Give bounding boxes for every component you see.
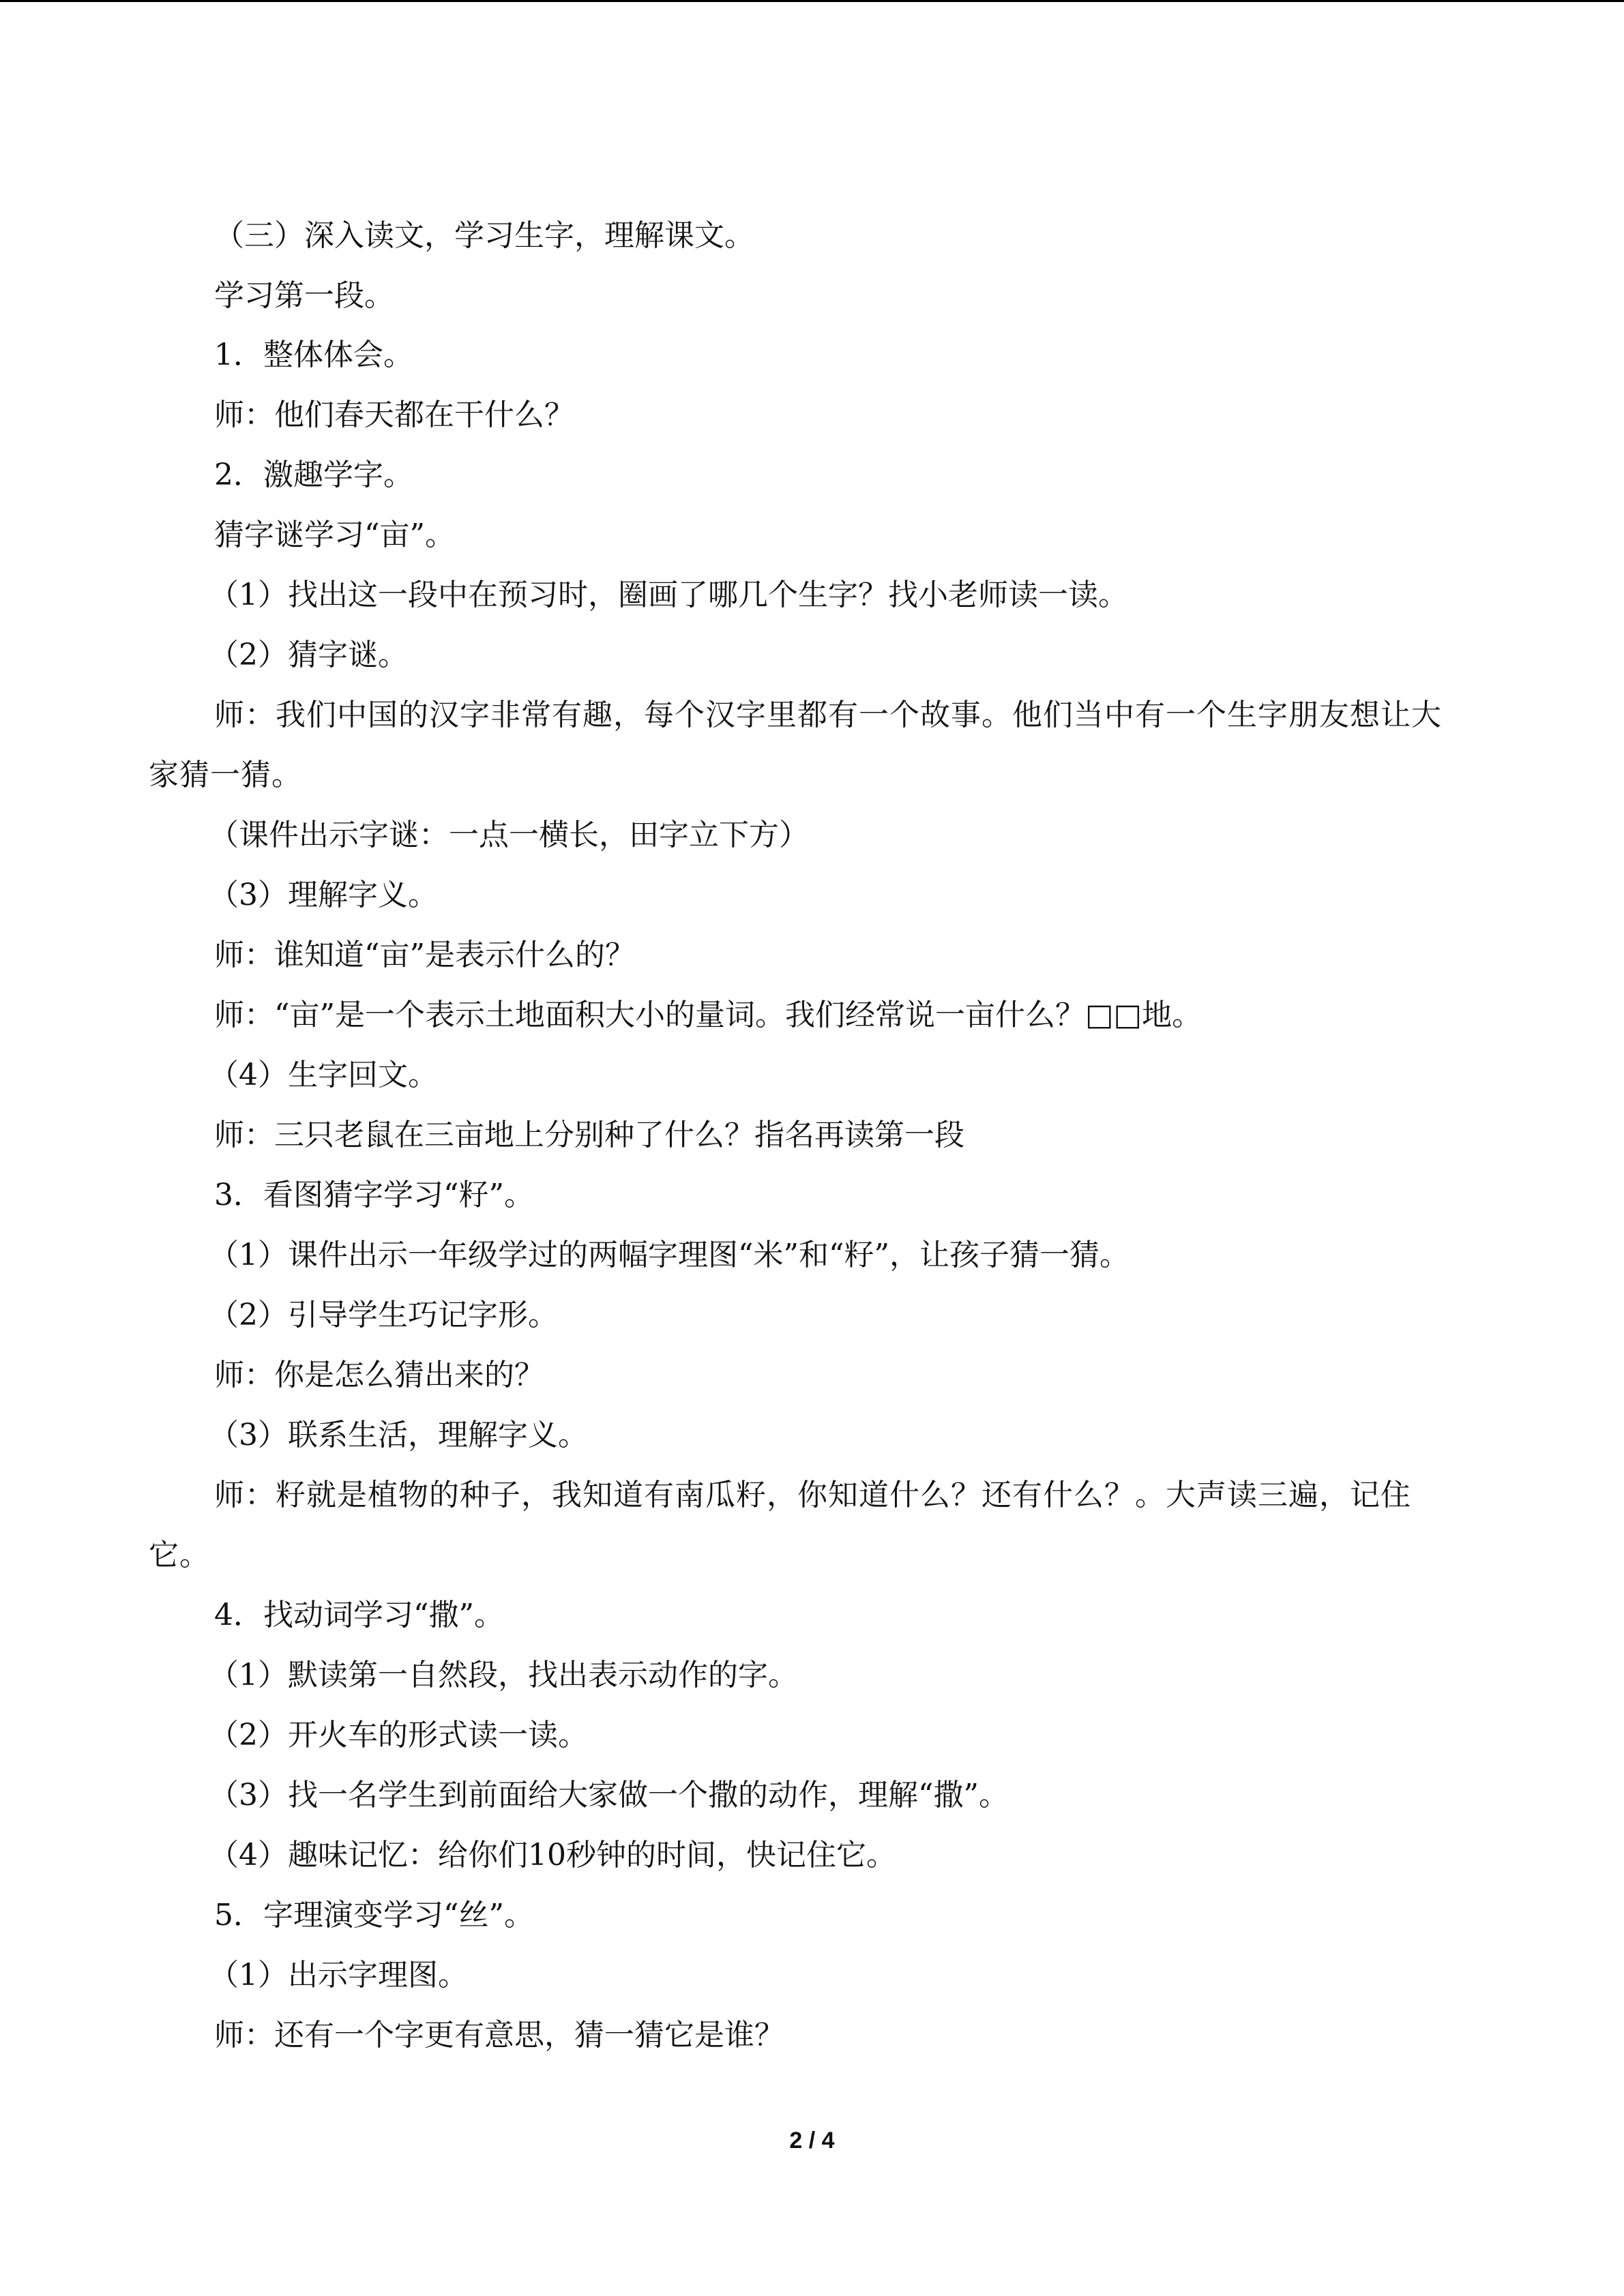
paragraph-line: 师：还有一个字更有意思，猜一猜它是谁？ (214, 2018, 784, 2053)
paragraph-line: （3）联系生活，理解字义。 (209, 1418, 588, 1452)
paragraph-wrapped: 师：我们中国的汉字非常有趣，每个汉字里都有一个故事。他们当中有一个生字朋友想让大家猜一猜。 (149, 698, 1442, 792)
page-number: 2 / 4 (789, 2128, 835, 2153)
paragraph-line: 2．激趣学字。 (214, 458, 413, 492)
paragraph-line: 4．找动词学习“撒”。 (214, 1598, 504, 1632)
paragraph-line: （3）找一名学生到前面给大家做一个撒的动作，理解“撒”。 (209, 1778, 1009, 1813)
paragraph-wrapped: 师：籽就是植物的种子，我知道有南瓜籽，你知道什么？还有什么？。大声读三遍，记住它。 (149, 1478, 1411, 1572)
paragraph-line: （1）找出这一段中在预习时，圈画了哪几个生字？找小老师读一读。 (209, 578, 1128, 612)
paragraph-line: （课件出示字谜：一点一横长，田字立下方） (209, 818, 809, 852)
paragraph-line: （4）趣味记忆：给你们10秒钟的时间，快记住它。 (209, 1838, 896, 1873)
paragraph-line: 1．整体体会。 (214, 338, 413, 372)
paragraph-line: 猜字谜学习“亩”。 (214, 518, 455, 552)
paragraph-line: 学习第一段。 (214, 278, 394, 313)
section-heading: （三）深入读文，学习生字，理解课文。 (214, 218, 754, 253)
paragraph-line: （4）生字回文。 (209, 1058, 438, 1092)
paragraph-line: （2）开火车的形式读一读。 (209, 1718, 588, 1753)
paragraph-line: （3）理解字义。 (209, 878, 438, 912)
paragraph-line: 5．字理演变学习“丝”。 (214, 1898, 534, 1933)
paragraph-line: 师：“亩”是一个表示土地面积大小的量词。我们经常说一亩什么？□□地。 (214, 998, 1202, 1032)
paragraph-line: 师：你是怎么猜出来的？ (214, 1358, 544, 1392)
paragraph-line: （2）引导学生巧记字形。 (209, 1298, 558, 1332)
paragraph-line: 师：他们春天都在干什么？ (214, 398, 574, 432)
paragraph-line: （1）课件出示一年级学过的两幅字理图“米”和“籽”，让孩子猜一猜。 (209, 1238, 1130, 1272)
paragraph-line: （1）出示字理图。 (209, 1958, 468, 1993)
paragraph-line: 3．看图猜字学习“籽”。 (214, 1178, 534, 1212)
paragraph-line: （2）猜字谜。 (209, 638, 408, 672)
paragraph-line: （1）默读第一自然段，找出表示动作的字。 (209, 1658, 798, 1693)
paragraph-line: 师：三只老鼠在三亩地上分别种了什么？指名再读第一段 (214, 1118, 964, 1152)
paragraph-line: 师：谁知道“亩”是表示什么的？ (214, 938, 635, 972)
